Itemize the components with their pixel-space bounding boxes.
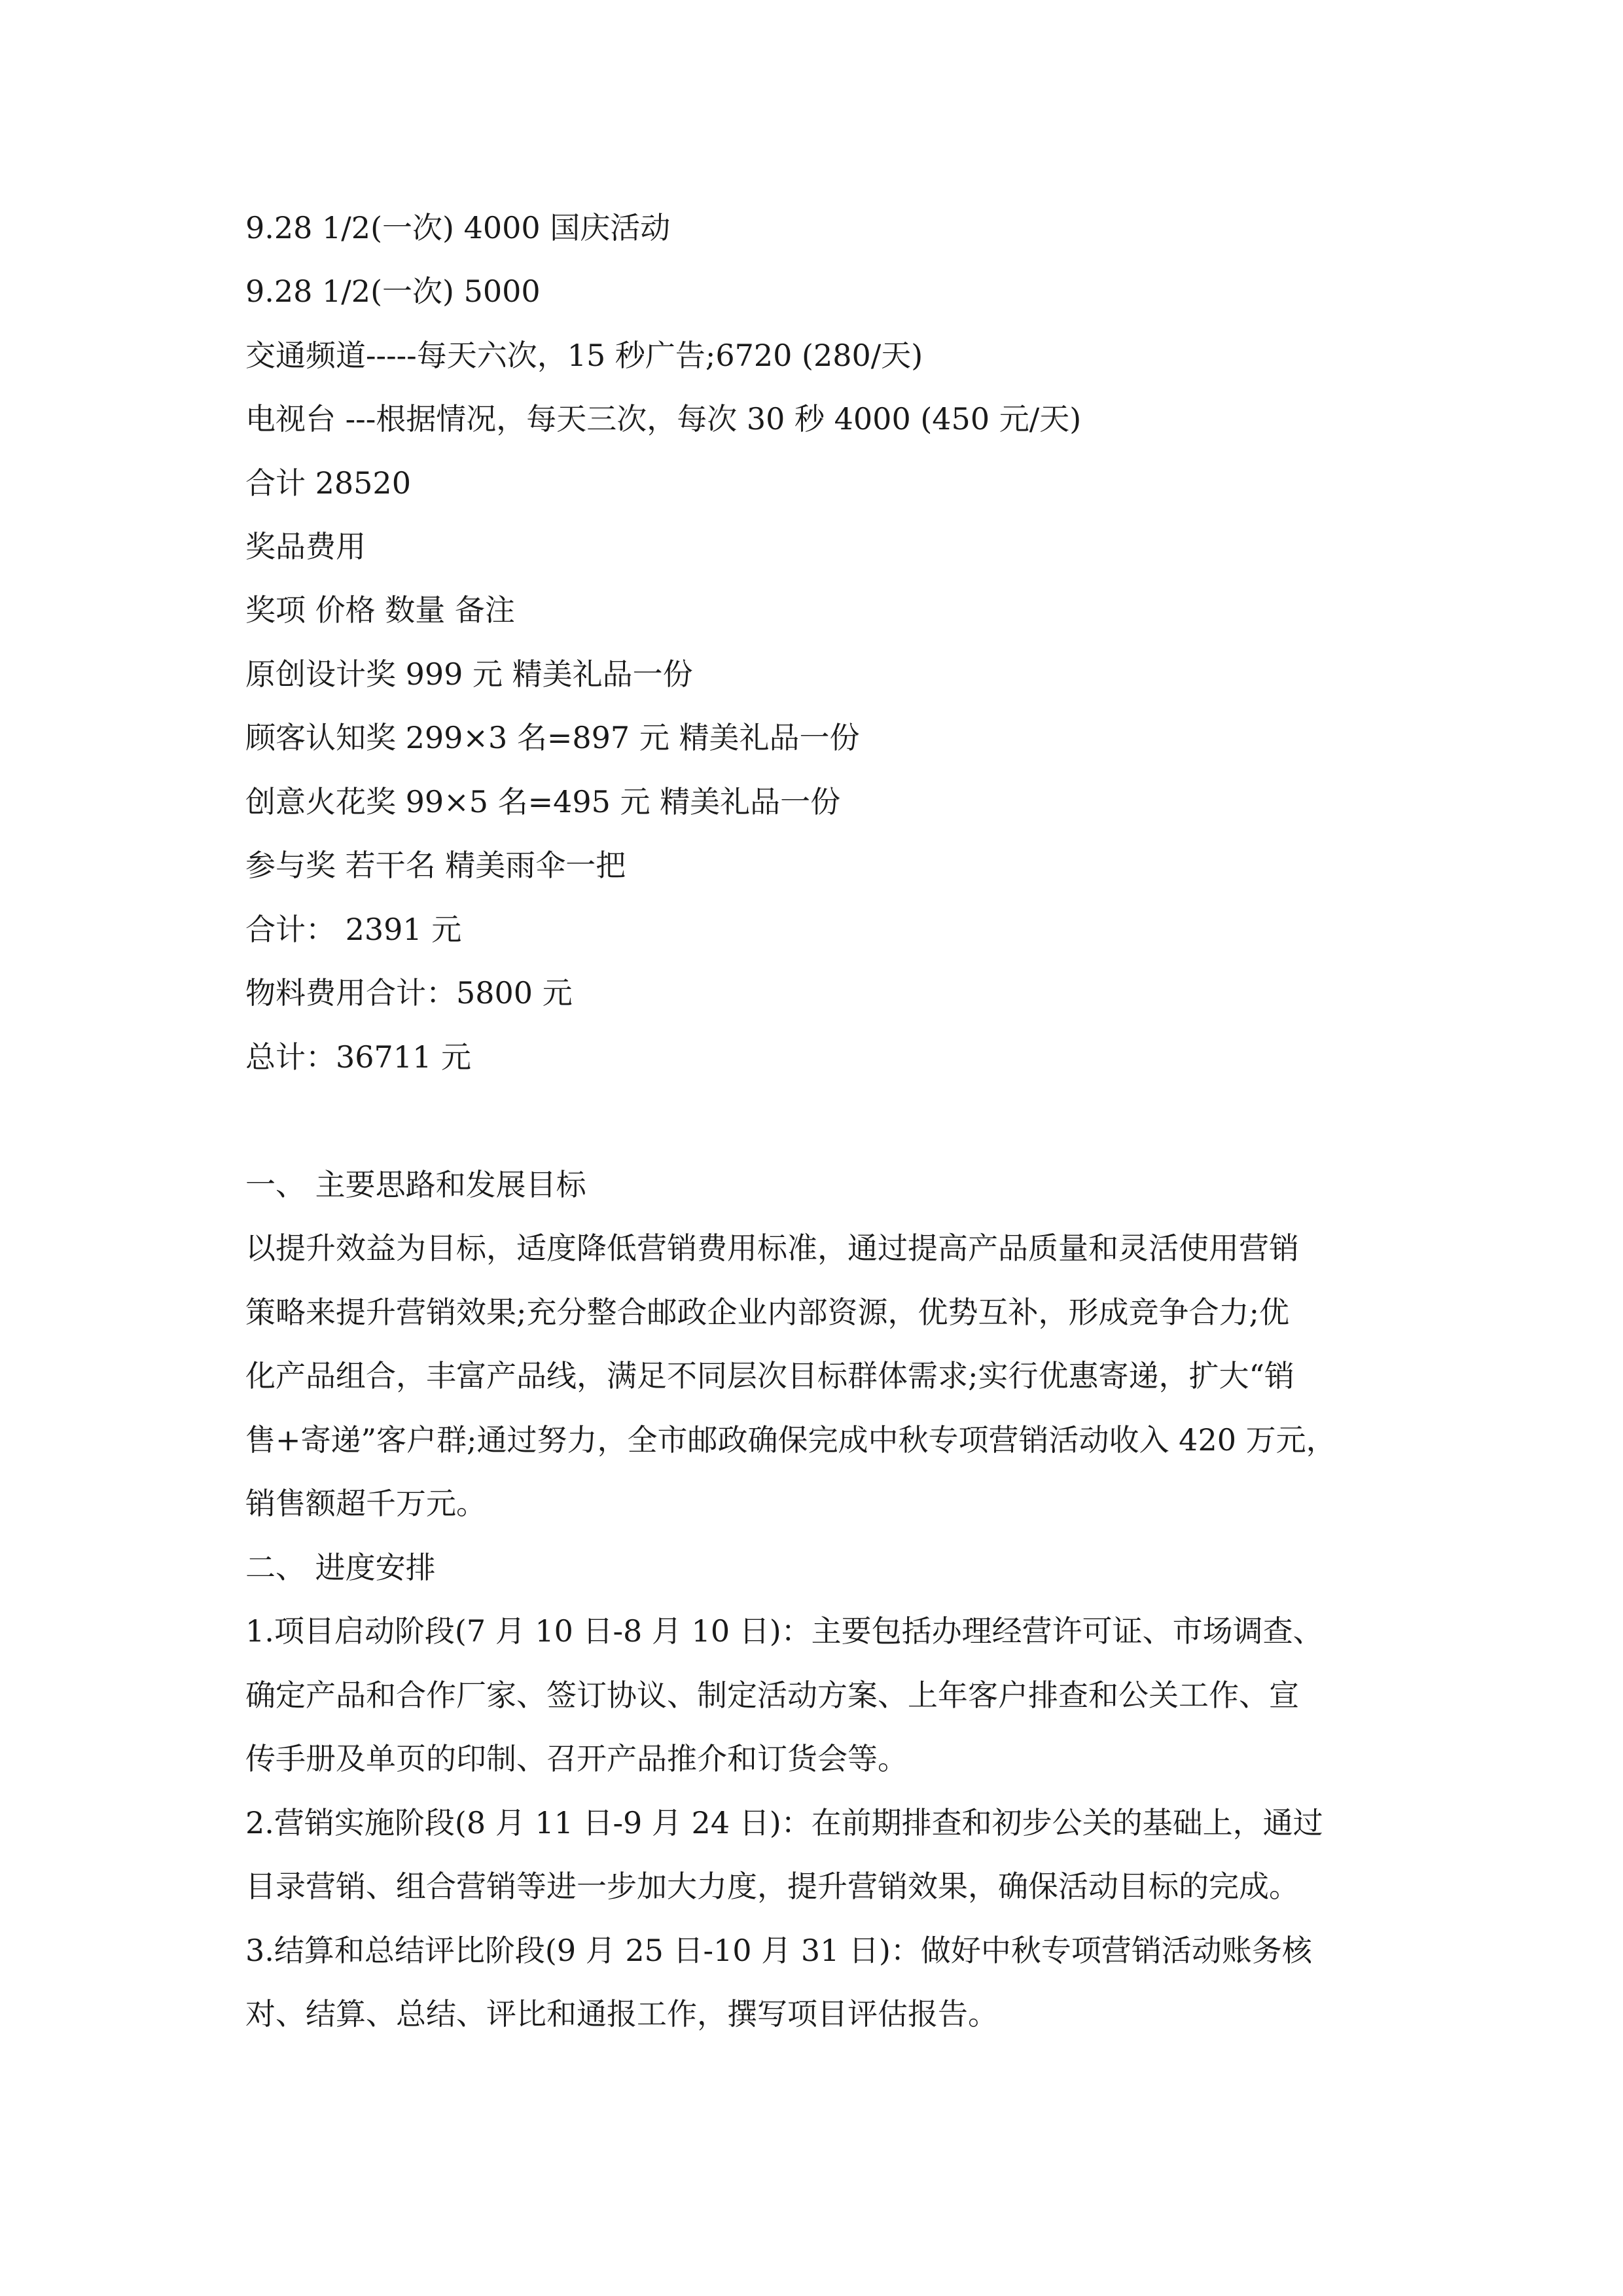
budget-line-4: 电视台 ---根据情况，每天三次，每次 30 秒 4000 (450 元/天): [245, 401, 1082, 437]
section1-paragraph-line-2: 策略来提升营销效果;充分整合邮政企业内部资源，优势互补，形成竞争合力;优: [245, 1295, 1289, 1330]
section1-paragraph-line-1: 以提升效益为目标，适度降低营销费用标准，通过提高产品质量和灵活使用营销: [245, 1230, 1299, 1266]
section2-line-6: 3.结算和总结评比阶段(9 月 25 日-10 月 31 日)：做好中秋专项营销活动账务核: [245, 1933, 1312, 1968]
prize-row-creative-spark: 创意火花奖 99×5 名=495 元 精美礼品一份: [245, 784, 841, 819]
section2-line-5: 目录营销、组合营销等进一步加大力度，提升营销效果，确保活动目标的完成。: [245, 1869, 1299, 1904]
prize-total: 合计： 2391 元: [245, 912, 462, 947]
section2-line-2: 确定产品和合作厂家、签订协议、制定活动方案、上年客户排查和公关工作、宣: [245, 1677, 1299, 1713]
prize-row-customer-recognition: 顾客认知奖 299×3 名=897 元 精美礼品一份: [245, 720, 860, 755]
section1-paragraph-line-5: 销售额超千万元。: [245, 1486, 486, 1521]
prize-row-original-design: 原创设计奖 999 元 精美礼品一份: [245, 656, 693, 692]
section2-line-1: 1.项目启动阶段(7 月 10 日-8 月 10 日)：主要包括办理经营许可证、市场调查、: [245, 1613, 1323, 1649]
grand-total: 总计：36711 元: [245, 1039, 471, 1075]
prize-row-participation: 参与奖 若干名 精美雨伞一把: [245, 848, 626, 883]
budget-line-1: 9.28 1/2(一次) 4000 国庆活动: [245, 210, 671, 245]
section1-paragraph-line-4: 售+寄递”客户群;通过努力，全市邮政确保完成中秋专项营销活动收入 420 万元，: [245, 1422, 1336, 1458]
budget-line-2: 9.28 1/2(一次) 5000: [245, 274, 541, 309]
budget-line-3: 交通频道-----每天六次，15 秒广告;6720 (280/天): [245, 338, 923, 373]
section2-line-3: 传手册及单页的印制、召开产品推介和订货会等。: [245, 1741, 908, 1776]
section1-paragraph-line-3: 化产品组合，丰富产品线，满足不同层次目标群体需求;实行优惠寄递，扩大“销: [245, 1358, 1295, 1393]
budget-subtotal: 合计 28520: [245, 465, 411, 501]
section1-heading: 一、 主要思路和发展目标: [245, 1167, 586, 1202]
section2-line-4: 2.营销实施阶段(8 月 11 日-9 月 24 日)：在前期排查和初步公关的基础上，通过: [245, 1805, 1323, 1840]
material-cost-total: 物料费用合计：5800 元: [245, 975, 573, 1011]
section2-line-7: 对、结算、总结、评比和通报工作，撰写项目评估报告。: [245, 1996, 998, 2032]
prize-cost-heading: 奖品费用: [245, 529, 366, 564]
prize-table-header: 奖项 价格 数量 备注: [245, 592, 515, 628]
section2-heading: 二、 进度安排: [245, 1550, 436, 1585]
